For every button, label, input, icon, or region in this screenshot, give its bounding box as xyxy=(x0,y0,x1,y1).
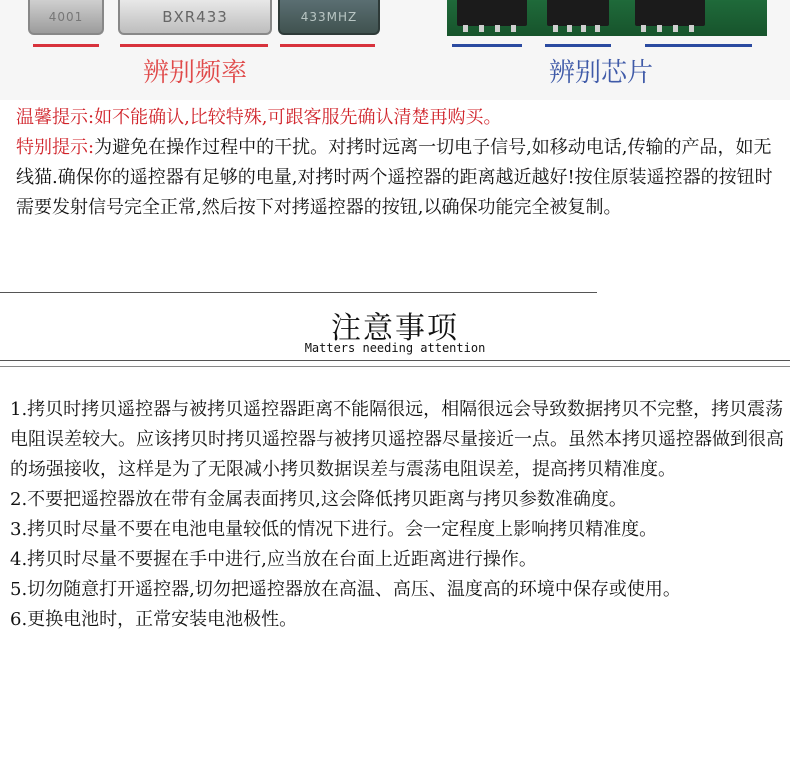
warm-tip: 温馨提示:如不能确认,比较特殊,可跟客服先确认清楚再购买。 xyxy=(16,107,502,128)
crystal-oscillator-bxr433: BXR433 xyxy=(118,0,272,35)
notes-list xyxy=(10,395,784,635)
note-item: 2.不要把遥控器放在带有金属表面拷贝,这会降低拷贝距离与拷贝参数准确度。 xyxy=(10,489,627,510)
product-photo-strip xyxy=(0,0,790,100)
section-subtitle: Matters needing attention xyxy=(304,341,486,355)
special-tip xyxy=(16,133,776,223)
chip-underline-3 xyxy=(645,44,752,47)
note-item: 1.拷贝时拷贝遥控器与被拷贝遥控器距离不能隔很远，相隔很远会导致数据拷贝不完整，拷贝震荡电阻误差较大。应该拷贝时拷贝遥控器与被拷贝遥控器尽量接近一点。虽然本拷贝遥控器做到很高的场强接收，这样是为了无限减小拷贝数据误差与震荡电阻误差，提高拷贝精准度。 xyxy=(10,399,784,480)
heading-rule-bottom-1 xyxy=(0,360,790,361)
special-tip-lead: 特别提示: xyxy=(16,137,95,158)
chip-2 xyxy=(547,0,609,26)
chip-board-photo xyxy=(447,0,767,36)
chip-underline-2 xyxy=(545,44,611,47)
note-item: 3.拷贝时尽量不要在电池电量较低的情况下进行。会一定程度上影响拷贝精准度。 xyxy=(10,519,658,540)
chip-1 xyxy=(457,0,527,26)
identify-chip-label: 辨别芯片 xyxy=(549,58,654,88)
chip-underline-1 xyxy=(452,44,522,47)
chip-3 xyxy=(635,0,705,26)
section-title: 注意事项 xyxy=(331,311,459,346)
note-item: 5.切勿随意打开遥控器,切勿把遥控器放在高温、高压、温度高的环境中保存或使用。 xyxy=(10,579,681,600)
note-item: 4.拷贝时尽量不要握在手中进行,应当放在台面上近距离进行操作。 xyxy=(10,549,537,570)
heading-rule-bottom-2 xyxy=(0,366,790,367)
frequency-underline-2 xyxy=(120,44,268,47)
note-item: 6.更换电池时，正常安装电池极性。 xyxy=(10,609,298,630)
frequency-underline-3 xyxy=(280,44,375,47)
crystal-oscillator-433mhz: 433MHZ xyxy=(278,0,380,35)
frequency-underline-1 xyxy=(33,44,99,47)
heading-rule-top xyxy=(0,292,597,293)
special-tip-body: 为避免在操作过程中的干扰。对拷时远离一切电子信号,如移动电话,传输的产品，如无线猫.确保你的遥控器有足够的电量,对拷时两个遥控器的距离越近越好!按住原装遥控器的按钮时需要发射信号完全正常,然后按下对拷遥控器的按钮,以确保功能完全被复制。 xyxy=(16,137,773,218)
identify-frequency-label: 辨别频率 xyxy=(143,58,248,88)
crystal-oscillator-4001: 4001 xyxy=(28,0,104,35)
